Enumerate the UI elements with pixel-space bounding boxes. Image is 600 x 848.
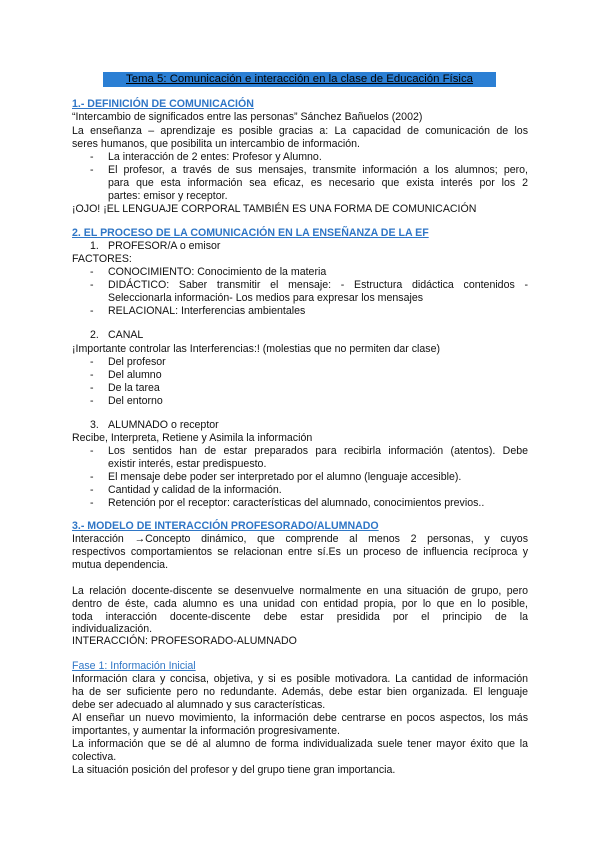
paragraph-line: Al enseñar un nuevo movimiento, la información debe centrarse en pocos aspectos, los más [72,712,528,724]
bullet-dash: - [90,445,94,457]
factores-label: FACTORES: [72,253,132,265]
bullet-dash: - [90,356,94,368]
paragraph-line: dentro de éste, cada alumno es una unidad con entidad propia, por lo que en lo posible, [72,598,528,610]
list-item: El mensaje debe poder ser interpretado por el alumno (lenguaje accesible). [108,471,462,483]
paragraph-line: INTERACCIÓN: PROFESORADO-ALUMNADO [72,635,297,647]
paragraph-line: ha de ser suficiente pero no redundante. Además, debe estar bien organizada. El lenguaje [72,686,528,698]
bullet-dash: - [90,497,94,509]
list-item: CANAL [108,329,144,341]
bullet-dash: - [90,279,94,291]
list-number: 2. [90,329,99,341]
bullet-dash: - [90,395,94,407]
bullet-dash: - [90,164,94,176]
list-number: 3. [90,419,99,431]
list-item: ALUMNADO o receptor [108,419,219,431]
list-item: Seleccionarla información- Los medios para expresar los mensajes [108,292,424,304]
paragraph-line: individualización. [72,623,153,635]
paragraph-line: ¡Importante controlar las Interferencias:! (molestias que no permiten dar clase) [72,343,441,355]
list-number: 1. [90,240,99,252]
paragraph-line: colectiva. [72,751,117,763]
list-item: Cantidad y calidad de la información. [108,484,282,496]
list-item: Del alumno [108,369,162,381]
list-item: Del entorno [108,395,163,407]
paragraph-line: La información que se dé al alumno de forma individualizada suele tener mayor éxito que la [72,738,528,750]
list-item: Retención por el receptor: características del alumnado, conocimientos previos.. [108,497,485,509]
paragraph-line: mutua dependencia. [72,559,169,571]
paragraph-line: La relación docente-discente se desenvuelve normalmente en una situación de grupo, pero [72,585,528,597]
bullet-dash: - [90,382,94,394]
section-1-heading: 1.- DEFINICIÓN DE COMUNICACIÓN [72,98,254,110]
paragraph-line: toda interacción docente-discente debe estar presidida por el principio de la [72,611,528,623]
bullet-dash: - [90,471,94,483]
bullet-dash: - [90,151,94,163]
fase-1-link[interactable]: Fase 1: Información Inicial [72,660,196,672]
list-item: La interacción de 2 entes: Profesor y Alumno. [108,151,322,163]
paragraph-line: La enseñanza – aprendizaje es posible gracias a: La capacidad de comunicación de los [72,125,528,137]
list-item: DIDÁCTICO: Saber transmitir el mensaje: - Estructura didáctica contenidos - [108,279,528,291]
paragraph-line: importantes, y aumentar la información progresivamente. [72,725,340,737]
list-item: El profesor, a través de sus mensajes, transmite información a los alumnos; pero, [108,164,528,176]
bullet-dash: - [90,305,94,317]
definition-quote: “Intercambio de significados entre las personas” Sánchez Bañuelos (2002) [72,111,423,123]
paragraph-line: La situación posición del profesor y del grupo tiene gran importancia. [72,764,396,776]
paragraph-line: seres humanos, que posibilita un intercambio de información. [72,138,360,150]
paragraph-line: Información clara y concisa, objetiva, y si es posible motivadora. La cantidad de información [72,673,528,685]
bullet-dash: - [90,369,94,381]
paragraph-line: respectivos comportamientos se relacionan entre sí.Es un proceso de influencia recíproca y [72,546,528,558]
list-item: CONOCIMIENTO: Conocimiento de la materia [108,266,327,278]
section-2-heading: 2. EL PROCESO DE LA COMUNICACIÓN EN LA ENSEÑANZA DE LA EF [72,227,429,239]
list-item: De la tarea [108,382,160,394]
bullet-dash: - [90,266,94,278]
list-item: partes: emisor y receptor. [108,190,228,202]
list-item: RELACIONAL: Interferencias ambientales [108,305,306,317]
section-3-heading: 3.- MODELO DE INTERACCIÓN PROFESORADO/ALUMNADO [72,520,379,532]
paragraph-line: Recibe, Interpreta, Retiene y Asimila la información [72,432,313,444]
body-corporal-note: ¡OJO! ¡EL LENGUAJE CORPORAL TAMBIÉN ES UNA FORMA DE COMUNICACIÓN [72,203,477,215]
list-item: PROFESOR/A o emisor [108,240,221,252]
bullet-dash: - [90,484,94,496]
paragraph-line: debe ser adecuado al alumnado y sus características. [72,699,326,711]
list-item: Del profesor [108,356,166,368]
list-item: existir interés, estar predispuesto. [108,458,267,470]
paragraph-line: Interacción →Concepto dinámico, que comprende al menos 2 personas, y cuyos [72,533,528,545]
list-item: para que esta información sea eficaz, es necesario que exista interés por los 2 [108,177,528,189]
page-title: Tema 5: Comunicación e interacción en la clase de Educación Física [103,72,496,87]
list-item: Los sentidos han de estar preparados para recibirla información (atentos). Debe [108,445,528,457]
